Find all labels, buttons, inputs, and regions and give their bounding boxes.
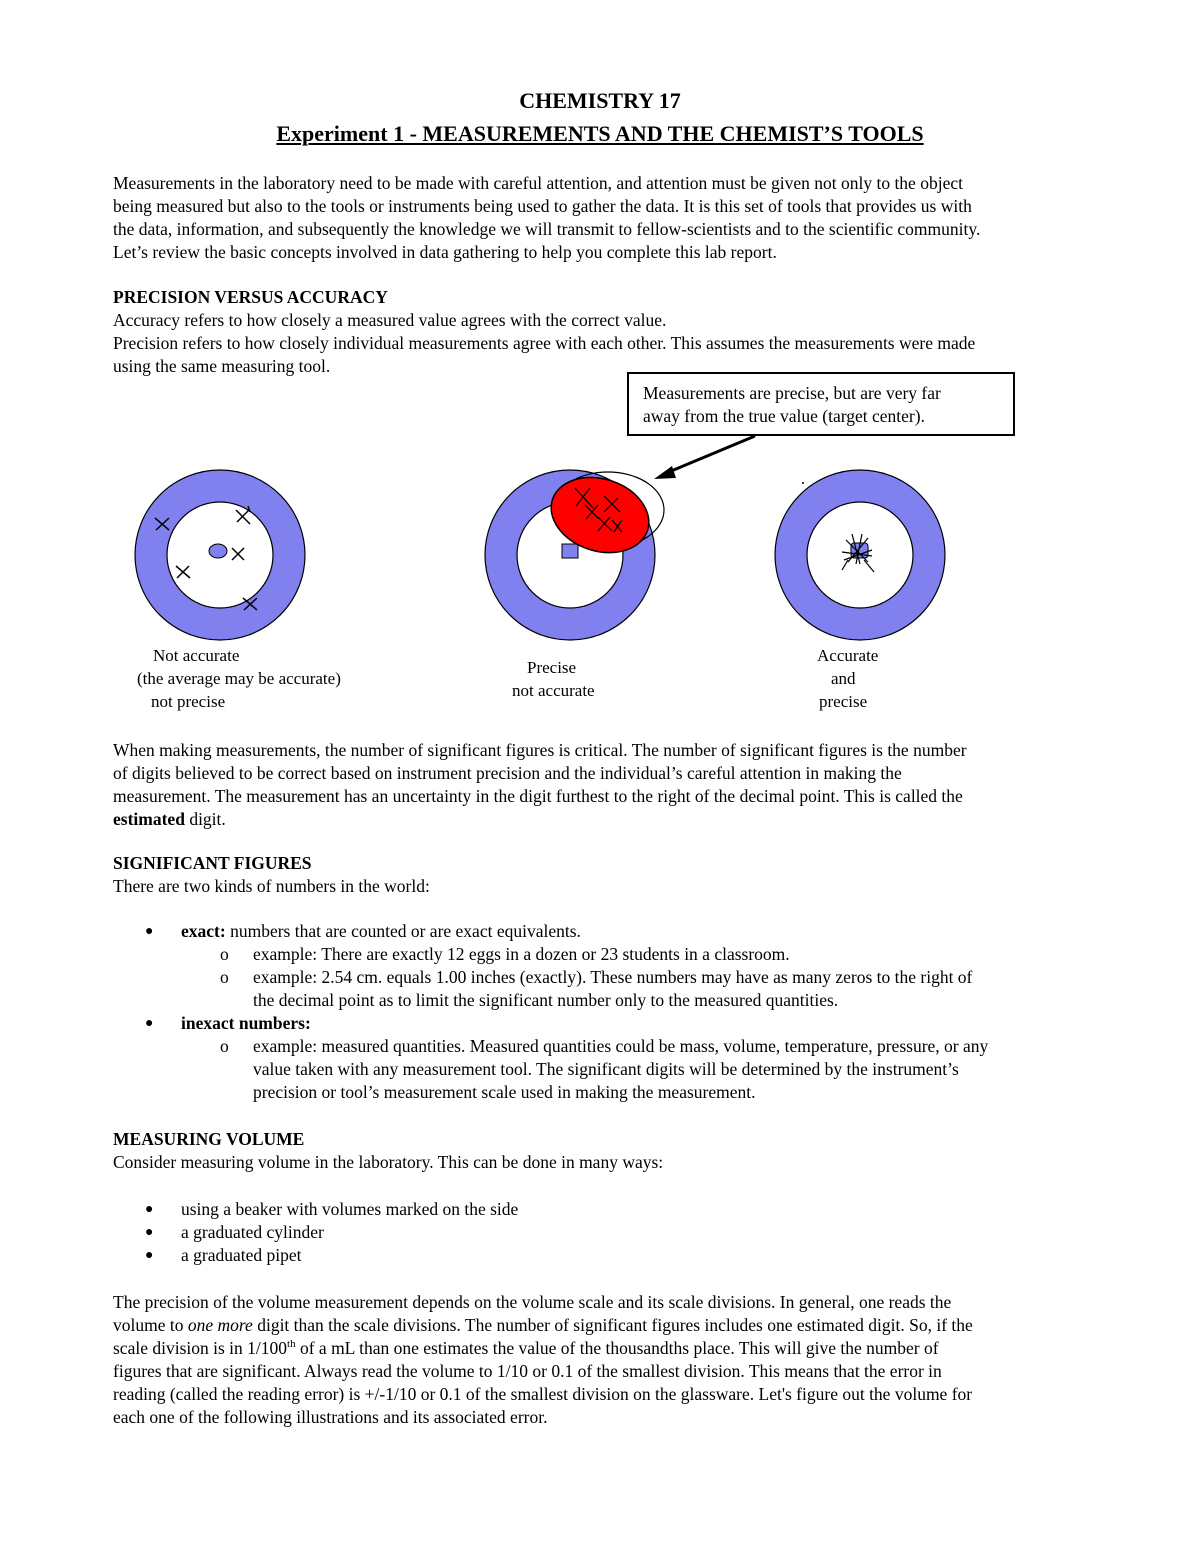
course-title: CHEMISTRY 17 (519, 88, 681, 113)
estimated-term: estimated (113, 809, 185, 829)
target-center (562, 544, 578, 558)
bullet-icon: ● (145, 924, 154, 939)
sigfig-intro-line: estimated digit. (113, 809, 226, 829)
bullet-icon: ● (145, 1248, 154, 1263)
target-caption: precise (819, 692, 868, 711)
volume-item: a graduated cylinder (181, 1222, 324, 1242)
target-not-accurate-not-precise (135, 470, 305, 640)
sigfig-intro-line: of digits believed to be correct based on instrument precision and the individual’s careful attention in making the (113, 763, 902, 783)
callout-box (627, 372, 1015, 436)
precision-line: Accuracy refers to how closely a measured value agrees with the correct value. (113, 310, 667, 330)
volume-heading: MEASURING VOLUME (113, 1129, 305, 1149)
intro-line: Measurements in the laboratory need to be made with careful attention, and attention must be given not only to the object (113, 173, 963, 193)
target-caption: (the average may be accurate) (137, 669, 341, 688)
volume-paragraph-line: The precision of the volume measurement depends on the volume scale and its scale divisions. In general, one reads the (113, 1292, 952, 1312)
bullet-icon: ● (145, 1225, 154, 1240)
intro-line: being measured but also to the tools or instruments being used to gather the data. It is this set of tools that provides us with (113, 196, 972, 216)
inexact-example: precision or tool’s measurement scale used in making the measurement. (253, 1082, 756, 1102)
exact-example: example: 2.54 cm. equals 1.00 inches (exactly). These numbers may have as many zeros to the right of (253, 967, 973, 987)
sub-bullet-icon: o (220, 967, 229, 987)
sub-bullet-icon: o (220, 944, 229, 964)
precision-line: using the same measuring tool. (113, 356, 331, 376)
sigfigs-intro: There are two kinds of numbers in the world: (113, 876, 430, 896)
volume-paragraph-line: figures that are significant. Always read the volume to 1/10 or 0.1 of the smallest division. This means that the error in (113, 1361, 942, 1381)
volume-paragraph-line: each one of the following illustrations and its associated error. (113, 1407, 548, 1427)
inexact-example: example: measured quantities. Measured quantities could be mass, volume, temperature, pressure, or any (253, 1036, 989, 1056)
target-caption: and (831, 669, 856, 688)
sigfig-intro-line: measurement. The measurement has an uncertainty in the digit furthest to the right of the decimal point. This is called the (113, 786, 963, 806)
volume-intro: Consider measuring volume in the laboratory. This can be done in many ways: (113, 1152, 664, 1172)
intro-line: the data, information, and subsequently the knowledge we will transmit to fellow-scientists and to the scientific community. (113, 219, 981, 239)
bullet-icon: ● (145, 1016, 154, 1031)
exact-item: exact: numbers that are counted or are exact equivalents. (181, 921, 581, 941)
callout-arrow (654, 436, 755, 479)
target-caption: not precise (151, 692, 226, 711)
callout-line: away from the true value (target center). (643, 406, 925, 426)
target-accurate-and-precise (775, 470, 945, 640)
target-caption: Accurate (817, 646, 879, 665)
target-caption: Precise (527, 658, 577, 677)
sigfig-intro-line: When making measurements, the number of significant figures is critical. The number of significant figures is the number (113, 740, 967, 760)
sub-bullet-icon: o (220, 1036, 229, 1056)
intro-line: Let’s review the basic concepts involved in data gathering to help you complete this lab report. (113, 242, 777, 262)
bullet-icon: ● (145, 1202, 154, 1217)
volume-paragraph-line: reading (called the reading error) is +/-1/10 or 0.1 of the smallest division on the glassware. Let's figure out the volume for (113, 1384, 973, 1404)
volume-item: a graduated pipet (181, 1245, 302, 1265)
sigfigs-heading: SIGNIFICANT FIGURES (113, 853, 312, 873)
exact-example-cont: the decimal point as to limit the significant number only to the measured quantities. (253, 990, 839, 1010)
inexact-item: inexact numbers: (181, 1013, 311, 1033)
inexact-example: value taken with any measurement tool. The significant digits will be determined by the instrument’s (253, 1059, 959, 1079)
target-precise-not-accurate (485, 465, 664, 640)
experiment-title: Experiment 1 - MEASUREMENTS AND THE CHEMIST’S TOOLS (276, 121, 924, 146)
precision-heading: PRECISION VERSUS ACCURACY (113, 287, 388, 307)
target-caption: not accurate (512, 681, 595, 700)
volume-paragraph-line: volume to one more digit than the scale divisions. The number of significant figures includes one estimated digit. So, if the (113, 1315, 973, 1335)
exact-example: example: There are exactly 12 eggs in a dozen or 23 students in a classroom. (253, 944, 790, 964)
precision-line: Precision refers to how closely individual measurements agree with each other. This assumes the measurements were made (113, 333, 976, 353)
volume-item: using a beaker with volumes marked on the side (181, 1199, 519, 1219)
target-caption: Not accurate (153, 646, 240, 665)
callout-line: Measurements are precise, but are very far (643, 383, 941, 403)
measurement-marks (842, 534, 874, 572)
target-center (209, 544, 227, 558)
volume-paragraph-line: scale division is in 1/100th of a mL than one estimates the value of the thousandths place. This will give the number of (113, 1338, 939, 1358)
